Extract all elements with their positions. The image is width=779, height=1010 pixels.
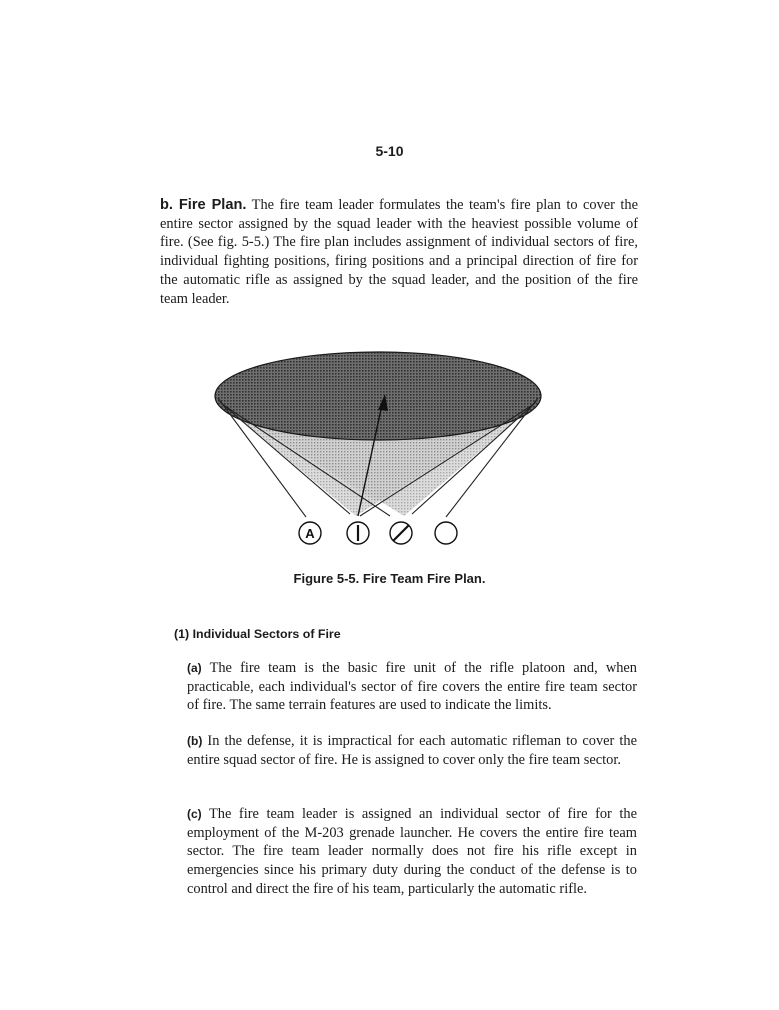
paragraph-c-tag: (c) bbox=[187, 807, 202, 821]
paragraph-b-tag: (b) bbox=[187, 734, 203, 748]
paragraph-b-text: In the defense, it is impractical for each automatic rifleman to cover the entire squad sector of fire. He is assigned to cover only the fire team sector. bbox=[187, 733, 637, 768]
paragraph-a-text: The fire team is the basic fire unit of the rifle platoon and, when practicable, each individual's sector of fire covers the entire fire team sector of fire. The same terrain features are used to indicate the limits. bbox=[187, 660, 638, 714]
position-label-a: A bbox=[305, 526, 315, 541]
fire-team-fire-plan-figure bbox=[200, 334, 560, 556]
figure-caption: Figure 5-5. Fire Team Fire Plan. bbox=[293, 571, 486, 586]
section-heading: (1) Individual Sectors of Fire bbox=[174, 627, 341, 641]
paragraph-c bbox=[187, 805, 637, 899]
paragraph-a bbox=[187, 659, 637, 715]
rifleman-position bbox=[435, 522, 457, 544]
page-number: 5-10 bbox=[375, 143, 404, 159]
fire-plan-text: The fire team leader formulates the team's fire plan to cover the entire sector assigned by the squad leader with the heaviest possible volume of fire. (See fig. 5-5.) The fire plan includes assignment of individual sectors of fire, individual fighting positions, firing positions and a principal direction of fire for the automatic rifle as assigned by the squad leader, and the position of the fire team leader. bbox=[160, 197, 638, 307]
fire-plan-heading: b. Fire Plan. bbox=[160, 197, 247, 213]
fire-plan-paragraph bbox=[160, 196, 638, 308]
fire-team-sector bbox=[215, 352, 541, 440]
paragraph-a-tag: (a) bbox=[187, 661, 202, 675]
paragraph-b bbox=[187, 732, 637, 769]
paragraph-c-text: The fire team leader is assigned an individual sector of fire for the employment of the M-203 grenade launcher. He covers the entire fire team sector. The fire team leader normally does not fire his rifle except in emergencies since his primary duty during the conduct of the defense is to control and direct the fire of his team, particularly the automatic rifle. bbox=[187, 806, 637, 897]
